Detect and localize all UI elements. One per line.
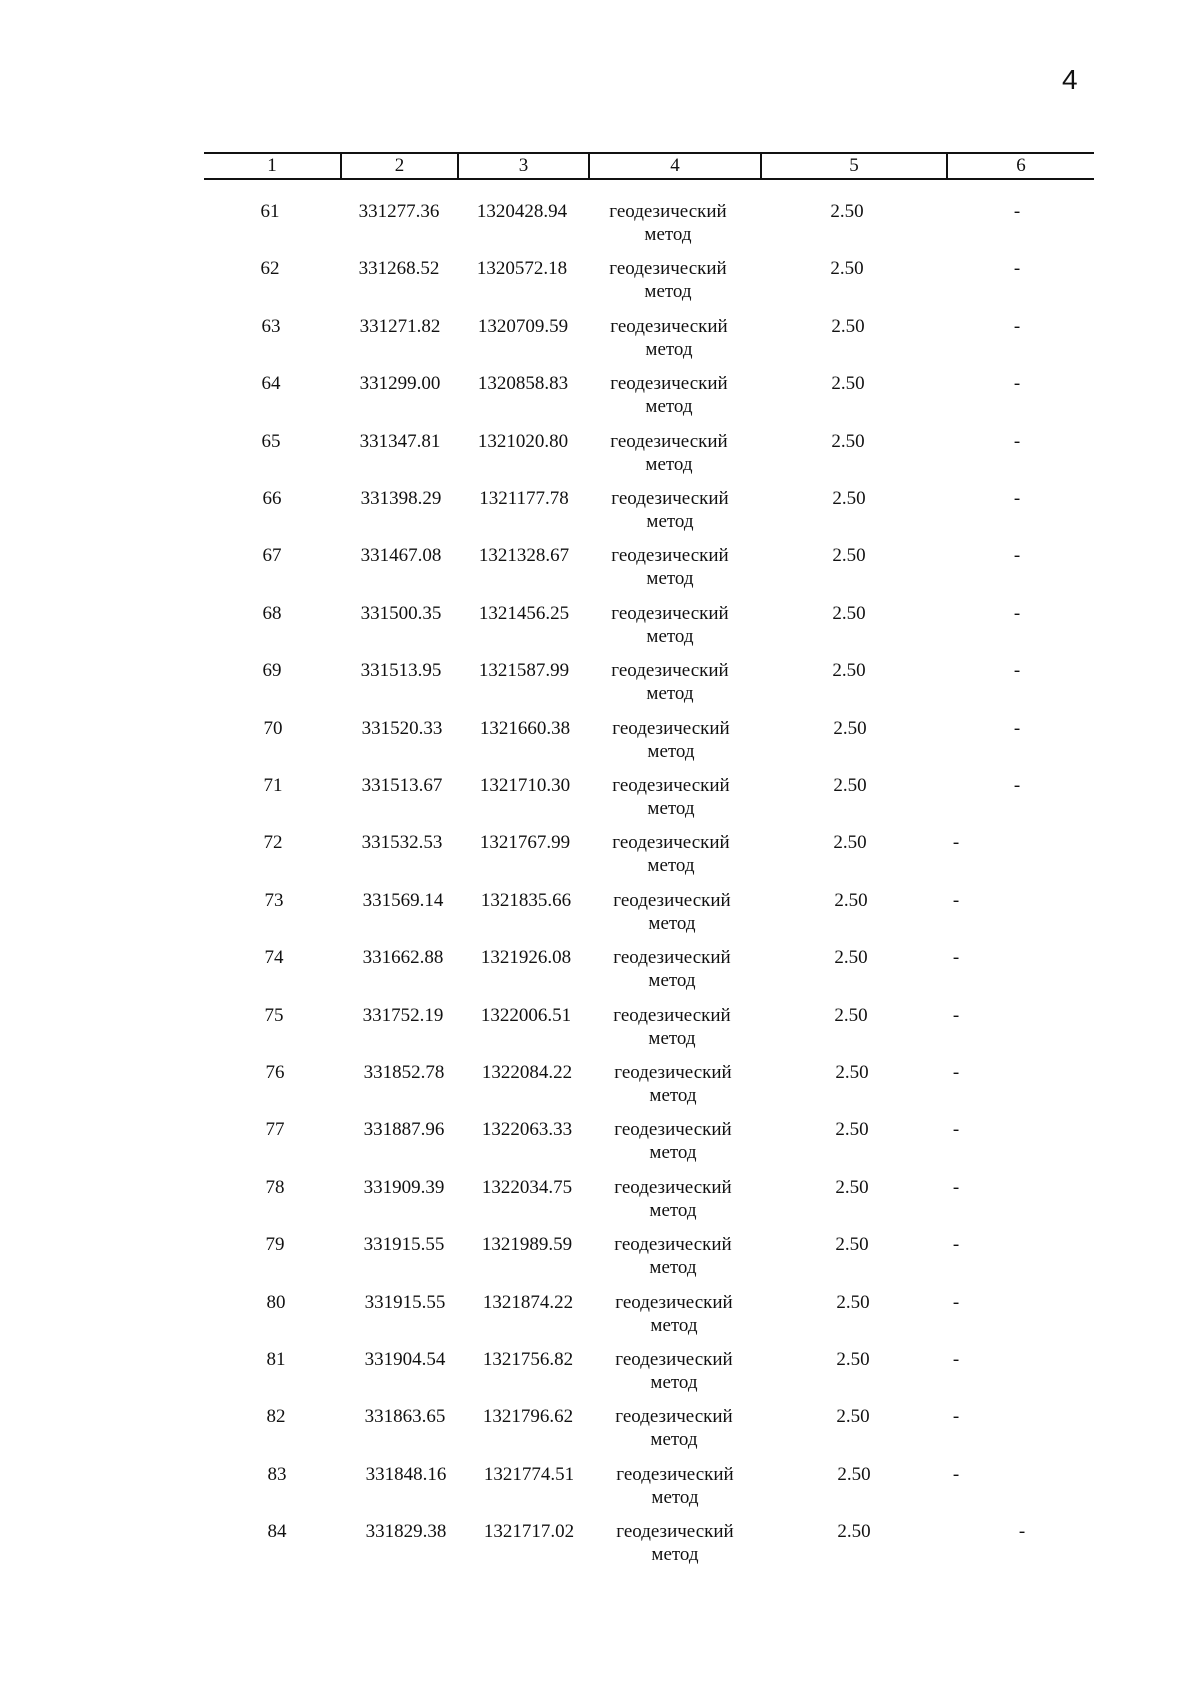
table-row [0,372,1200,429]
coord-y: 1320572.18 [476,258,568,279]
table-row [0,946,1200,1003]
point-number: 66 [262,488,282,509]
point-number: 70 [263,718,283,739]
coord-y: 1322034.75 [481,1177,573,1198]
accuracy: 2.50 [831,373,865,394]
table-row [0,487,1200,544]
coord-x: 331532.53 [361,832,443,853]
point-number: 68 [262,603,282,624]
coord-y: 1320428.94 [476,201,568,222]
point-number: 79 [265,1234,285,1255]
method: геодезический метод [614,1119,732,1163]
accuracy: 2.50 [830,258,864,279]
accuracy: 2.50 [835,1234,869,1255]
accuracy: 2.50 [832,488,866,509]
coord-y: 1320858.83 [477,373,569,394]
coord-x: 331500.35 [360,603,442,624]
coord-y: 1321660.38 [479,718,571,739]
header-col-2: 2 [394,155,405,176]
coord-x: 331271.82 [359,316,441,337]
note: - [952,1005,960,1026]
accuracy: 2.50 [836,1406,870,1427]
accuracy: 2.50 [833,775,867,796]
note: - [1018,1521,1026,1542]
accuracy: 2.50 [837,1521,871,1542]
coord-y: 1321835.66 [480,890,572,911]
coord-x: 331848.16 [365,1464,447,1485]
coord-x: 331347.81 [359,431,441,452]
note: - [952,1464,960,1485]
coord-y: 1321587.99 [478,660,570,681]
coord-x: 331467.08 [360,545,442,566]
point-number: 75 [264,1005,284,1026]
method: геодезический метод [611,603,729,647]
table-row [0,200,1200,257]
note: - [1013,258,1021,279]
note: - [1013,718,1021,739]
method: геодезический метод [613,1005,731,1049]
table-row [0,659,1200,716]
accuracy: 2.50 [831,316,865,337]
method: геодезический метод [610,431,728,475]
table-row [0,889,1200,946]
accuracy: 2.50 [832,545,866,566]
note: - [1013,373,1021,394]
table-row [0,257,1200,314]
accuracy: 2.50 [836,1349,870,1370]
coord-y: 1322006.51 [480,1005,572,1026]
note: - [952,832,960,853]
table-row [0,1061,1200,1118]
coord-y: 1321774.51 [483,1464,575,1485]
point-number: 72 [263,832,283,853]
table-row [0,1348,1200,1405]
note: - [1013,545,1021,566]
table-row [0,717,1200,774]
point-number: 80 [266,1292,286,1313]
point-number: 67 [262,545,282,566]
table-row [0,774,1200,831]
coord-y: 1322084.22 [481,1062,573,1083]
note: - [1013,660,1021,681]
method: геодезический метод [614,1177,732,1221]
table-row [0,1520,1200,1577]
header-col-3: 3 [518,155,529,176]
point-number: 78 [265,1177,285,1198]
table-row [0,1463,1200,1520]
coord-x: 331277.36 [358,201,440,222]
table-row [0,1405,1200,1462]
accuracy: 2.50 [833,718,867,739]
coord-x: 331520.33 [361,718,443,739]
point-number: 84 [267,1521,287,1542]
coord-y: 1321874.22 [482,1292,574,1313]
method: геодезический метод [614,1234,732,1278]
method: геодезический метод [611,545,729,589]
method: геодезический метод [611,660,729,704]
coord-x: 331904.54 [364,1349,446,1370]
coord-x: 331829.38 [365,1521,447,1542]
table-row [0,1004,1200,1061]
method: геодезический метод [612,718,730,762]
page-number: 4 [1062,64,1078,95]
note: - [952,890,960,911]
coord-x: 331915.55 [364,1292,446,1313]
coord-y: 1321717.02 [483,1521,575,1542]
method: геодезический метод [609,258,727,302]
note: - [1013,775,1021,796]
coord-x: 331569.14 [362,890,444,911]
method: геодезический метод [615,1292,733,1336]
header-col-4: 4 [670,155,680,176]
coord-y: 1321177.78 [479,488,569,509]
coord-y: 1321767.99 [479,832,571,853]
method: геодезический метод [612,775,730,819]
header-col-6: 6 [1016,155,1026,176]
point-number: 74 [264,947,284,968]
coord-x: 331513.95 [360,660,442,681]
coord-x: 331662.88 [362,947,444,968]
method: геодезический метод [616,1521,734,1565]
note: - [952,1406,960,1427]
accuracy: 2.50 [835,1062,869,1083]
accuracy: 2.50 [832,660,866,681]
point-number: 61 [260,201,280,222]
coord-x: 331887.96 [363,1119,445,1140]
table-row [0,1176,1200,1233]
coord-y: 1321456.25 [478,603,570,624]
point-number: 73 [264,890,284,911]
coord-x: 331863.65 [364,1406,446,1427]
coord-x: 331752.19 [362,1005,444,1026]
method: геодезический метод [616,1464,734,1508]
point-number: 71 [263,775,283,796]
coord-x: 331268.52 [358,258,440,279]
note: - [952,1177,960,1198]
coord-y: 1321710.30 [479,775,571,796]
coord-y: 1321989.59 [481,1234,573,1255]
table-row [0,544,1200,601]
method: геодезический метод [612,832,730,876]
point-number: 83 [267,1464,287,1485]
coord-x: 331299.00 [359,373,441,394]
table-row [0,1291,1200,1348]
coord-y: 1321328.67 [478,545,570,566]
coord-x: 331513.67 [361,775,443,796]
accuracy: 2.50 [835,1177,869,1198]
note: - [952,1062,960,1083]
note: - [1013,431,1021,452]
method: геодезический метод [611,488,729,532]
accuracy: 2.50 [830,201,864,222]
coord-y: 1320709.59 [477,316,569,337]
header-col-1: 1 [267,155,277,176]
point-number: 62 [260,258,280,279]
note: - [952,1234,960,1255]
coord-y: 1322063.33 [481,1119,573,1140]
coord-x: 331915.55 [363,1234,445,1255]
accuracy: 2.50 [834,947,868,968]
coord-y: 1321926.08 [480,947,572,968]
method: геодезический метод [609,201,727,245]
method: геодезический метод [613,890,731,934]
method: геодезический метод [615,1406,733,1450]
note: - [952,947,960,968]
table-row [0,831,1200,888]
table-row [0,430,1200,487]
table-row [0,315,1200,372]
accuracy: 2.50 [835,1119,869,1140]
table-row [0,1233,1200,1290]
coord-x: 331398.29 [360,488,442,509]
note: - [952,1349,960,1370]
accuracy: 2.50 [831,431,865,452]
point-number: 76 [265,1062,285,1083]
coord-y: 1321020.80 [477,431,569,452]
table-row [0,602,1200,659]
coord-y: 1321756.82 [482,1349,574,1370]
table-row [0,1118,1200,1175]
note: - [952,1119,960,1140]
note: - [1013,488,1021,509]
coord-x: 331852.78 [363,1062,445,1083]
method: геодезический метод [614,1062,732,1106]
accuracy: 2.50 [833,832,867,853]
point-number: 77 [265,1119,285,1140]
accuracy: 2.50 [832,603,866,624]
point-number: 63 [261,316,281,337]
header-col-5: 5 [849,155,859,176]
method: геодезический метод [613,947,731,991]
coord-x: 331909.39 [363,1177,445,1198]
table-header [204,152,1094,180]
coord-y: 1321796.62 [482,1406,574,1427]
accuracy: 2.50 [837,1464,871,1485]
method: геодезический метод [610,316,728,360]
point-number: 69 [262,660,282,681]
note: - [1013,316,1021,337]
point-number: 65 [261,431,281,452]
accuracy: 2.50 [834,890,868,911]
point-number: 82 [266,1406,286,1427]
point-number: 81 [266,1349,286,1370]
method: геодезический метод [610,373,728,417]
accuracy: 2.50 [834,1005,868,1026]
method: геодезический метод [615,1349,733,1393]
accuracy: 2.50 [836,1292,870,1313]
note: - [1013,201,1021,222]
note: - [1013,603,1021,624]
note: - [952,1292,960,1313]
point-number: 64 [261,373,281,394]
